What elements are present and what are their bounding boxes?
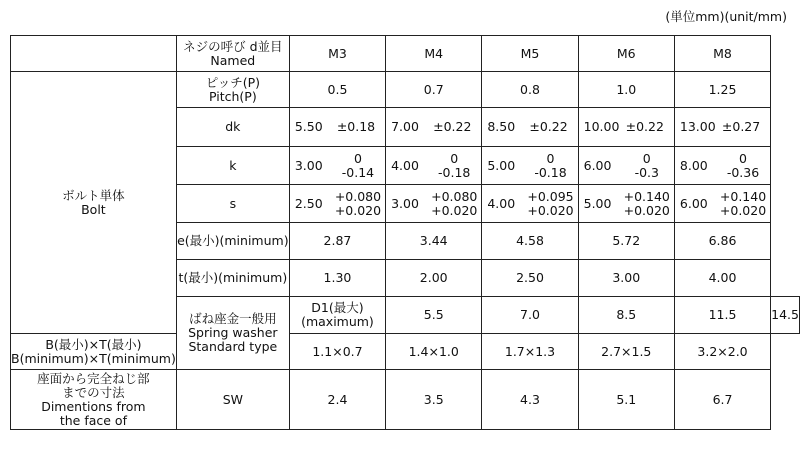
table-cell: 8.5 <box>578 297 674 334</box>
tolerance: ±0.22 <box>625 119 664 134</box>
group-bolt <box>11 72 177 334</box>
row-label-ja: ピッチ(P) <box>205 74 260 90</box>
tolerance <box>720 190 770 218</box>
tol-cell <box>386 185 482 223</box>
base-value: 13.00 <box>679 119 716 134</box>
table-cell: 2.00 <box>386 260 482 297</box>
base-value: 7.00 <box>391 119 419 134</box>
upper-tol: +0.140 <box>719 188 767 204</box>
lower-tol: -0.18 <box>438 164 471 180</box>
lower-tol: +0.020 <box>719 202 767 218</box>
tol-cell <box>289 147 385 185</box>
lower-tol: -0.3 <box>634 164 659 180</box>
tol-cell <box>289 108 385 147</box>
table-cell: 3.2×2.0 <box>674 334 770 370</box>
base-value: 8.00 <box>679 157 708 173</box>
size-header: M8 <box>674 36 770 72</box>
lower-tol: +0.020 <box>334 202 382 218</box>
group-label-ja: ばね座金一般用 <box>189 311 277 326</box>
row-label-line: B(minimum)×T(minimum) <box>11 350 176 366</box>
table-cell: 2.50 <box>482 260 578 297</box>
lower-tol: +0.020 <box>431 202 478 218</box>
table-cell: 3.00 <box>578 260 674 297</box>
lower-tol: -0.36 <box>726 164 760 180</box>
row-label: t(最小)(minimum) <box>176 260 289 297</box>
row-label-ja: D1(最大) <box>311 300 364 315</box>
tol-cell <box>482 108 578 147</box>
table-cell: 2.4 <box>289 370 385 430</box>
row-label-en: Pitch(P) <box>208 88 257 104</box>
size-header: M3 <box>289 36 385 72</box>
table-cell: 11.5 <box>674 297 770 334</box>
table-cell: 5.1 <box>578 370 674 430</box>
base-value: 5.00 <box>487 157 516 173</box>
table-cell: 1.1×0.7 <box>289 334 385 370</box>
tolerance <box>527 152 577 180</box>
upper-tol: 0 <box>450 150 459 166</box>
table-cell: 1.25 <box>674 72 770 108</box>
size-header: M6 <box>578 36 674 72</box>
tol-cell <box>578 108 674 147</box>
group-label-en: Standard type <box>188 339 278 354</box>
header-row <box>11 36 800 72</box>
row-label-en: (maximum) <box>301 314 374 329</box>
table-cell: 0.5 <box>289 72 385 108</box>
table-cell: 4.00 <box>674 260 770 297</box>
size-label-ja: ネジの呼び d並目 <box>183 38 283 54</box>
tolerance: ±0.22 <box>529 119 568 134</box>
base-value: 3.00 <box>294 157 323 173</box>
table-row <box>11 370 800 430</box>
tolerance: ±0.27 <box>721 119 761 134</box>
table-cell: 1.0 <box>578 72 674 108</box>
row-label-line: B(最小)×T(最小) <box>45 336 142 352</box>
tolerance: ±0.18 <box>336 119 376 134</box>
table-cell: 0.7 <box>386 72 482 108</box>
table-cell: 4.58 <box>482 223 578 260</box>
lower-tol: -0.18 <box>534 164 567 180</box>
base-value: 4.00 <box>391 157 419 173</box>
tol-cell <box>674 108 770 147</box>
table-cell: 2.87 <box>289 223 385 260</box>
size-label-en: Named <box>210 52 256 68</box>
base-value: 4.00 <box>487 195 516 211</box>
tolerance <box>624 190 674 218</box>
row-label: e(最小)(minimum) <box>176 223 289 260</box>
upper-tol: +0.080 <box>431 188 478 204</box>
group-label-line: 座面から完全ねじ部 <box>37 370 150 386</box>
group-label-line: Dimentions from <box>41 398 146 414</box>
lower-tol: -0.14 <box>341 164 375 180</box>
group-label-line: the face of <box>59 412 127 428</box>
tol-cell <box>482 185 578 223</box>
tol-cell <box>674 147 770 185</box>
row-label <box>11 334 177 370</box>
upper-tol: +0.140 <box>623 188 670 204</box>
table-cell: 2.7×1.5 <box>578 334 674 370</box>
table-row <box>11 334 800 370</box>
row-label <box>289 297 385 334</box>
upper-tol: 0 <box>353 150 362 166</box>
base-value: 8.50 <box>487 119 516 134</box>
group-label-line: までの寸法 <box>62 384 125 400</box>
size-label-cell <box>176 36 289 72</box>
tol-cell <box>386 108 482 147</box>
base-value: 6.00 <box>583 157 612 173</box>
row-label: k <box>176 147 289 185</box>
table-cell: 1.7×1.3 <box>482 334 578 370</box>
corner-cell <box>11 36 177 72</box>
group-label-en: Spring washer <box>188 325 278 340</box>
row-label: dk <box>176 108 289 147</box>
row-label <box>176 72 289 108</box>
table-cell: 4.3 <box>482 370 578 430</box>
tolerance <box>335 152 385 180</box>
upper-tol: +0.080 <box>334 188 382 204</box>
tol-cell <box>578 185 674 223</box>
table-cell: 6.7 <box>674 370 770 430</box>
row-label: s <box>176 185 289 223</box>
base-value: 3.00 <box>391 195 419 211</box>
tolerance <box>431 190 481 218</box>
tol-cell <box>674 185 770 223</box>
upper-tol: +0.095 <box>527 188 574 204</box>
size-header: M5 <box>482 36 578 72</box>
group-label-en: Bolt <box>81 201 106 217</box>
upper-tol: 0 <box>642 150 651 166</box>
table-cell: 14.5 <box>771 297 800 334</box>
table-cell: 1.30 <box>289 260 385 297</box>
table-cell: 1.4×1.0 <box>386 334 482 370</box>
tol-cell <box>578 147 674 185</box>
lower-tol: +0.020 <box>623 202 670 218</box>
tolerance: ±0.22 <box>433 119 472 134</box>
unit-note: (単位mm)(unit/mm) <box>665 9 787 24</box>
base-value: 2.50 <box>294 195 323 211</box>
group-washer <box>176 297 289 370</box>
tolerance <box>431 152 481 180</box>
tolerance <box>335 190 385 218</box>
tolerance <box>624 152 674 180</box>
table-cell: 0.8 <box>482 72 578 108</box>
tol-cell <box>386 147 482 185</box>
size-header: M4 <box>386 36 482 72</box>
upper-tol: 0 <box>739 150 747 166</box>
dimension-table <box>10 35 800 430</box>
table-cell: 5.5 <box>386 297 482 334</box>
row-label: SW <box>176 370 289 430</box>
table-cell: 6.86 <box>674 223 770 260</box>
tol-cell <box>482 147 578 185</box>
table-row <box>11 72 800 108</box>
table-cell: 7.0 <box>482 297 578 334</box>
lower-tol: +0.020 <box>527 202 574 218</box>
group-face <box>11 370 177 430</box>
upper-tol: 0 <box>546 150 555 166</box>
tolerance <box>527 190 577 218</box>
table-cell: 3.5 <box>386 370 482 430</box>
base-value: 5.00 <box>583 195 612 211</box>
tolerance <box>720 152 770 180</box>
group-label-ja: ボルト単体 <box>62 187 125 203</box>
table-cell: 3.44 <box>386 223 482 260</box>
tol-cell <box>289 185 385 223</box>
base-value: 10.00 <box>583 119 620 134</box>
base-value: 5.50 <box>294 119 323 134</box>
table-cell: 5.72 <box>578 223 674 260</box>
base-value: 6.00 <box>679 195 708 211</box>
